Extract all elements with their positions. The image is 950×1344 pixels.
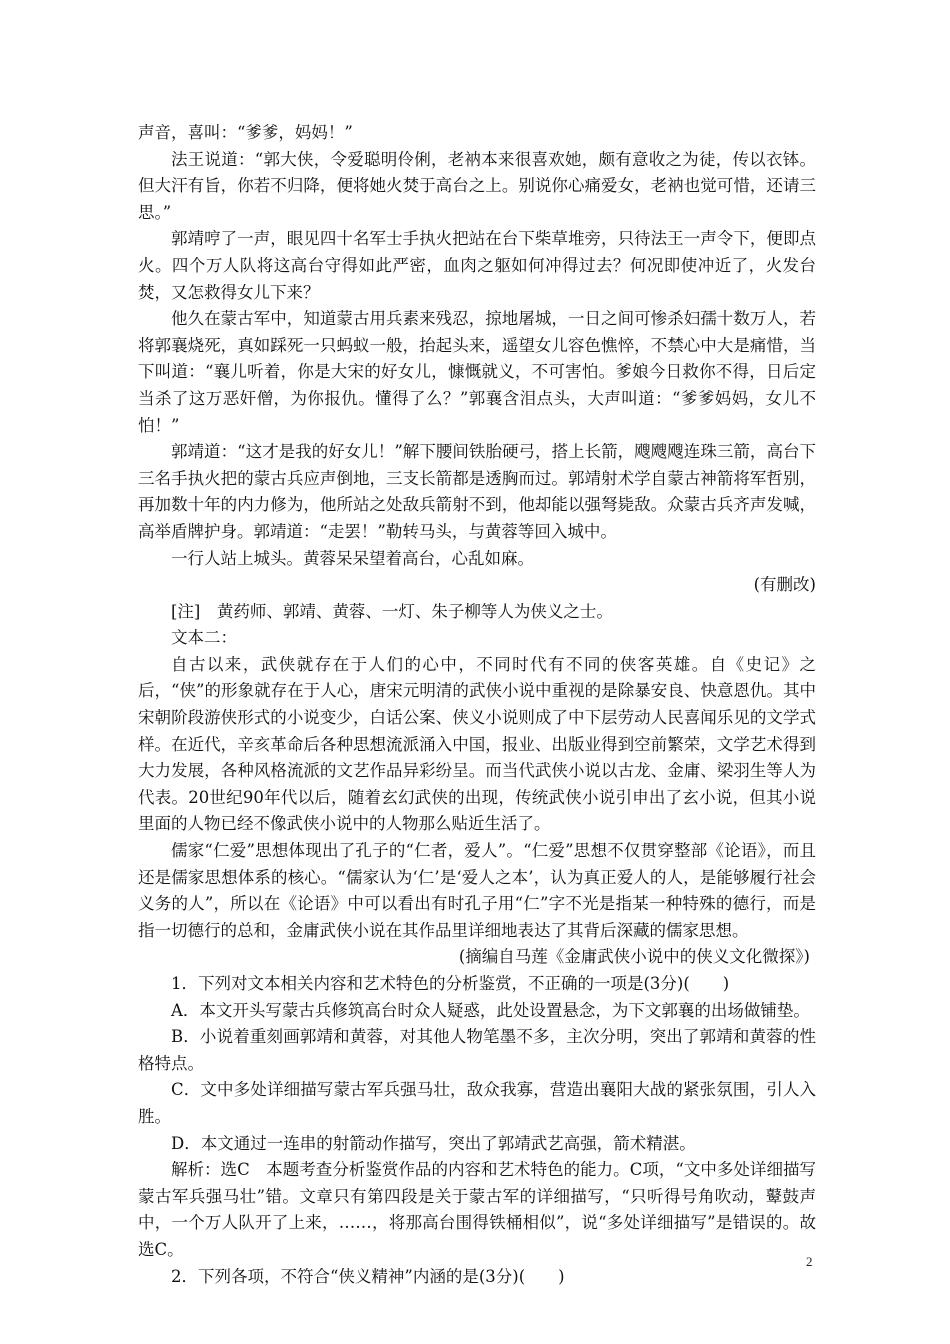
annotation-note: [注] 黄药师、郭靖、黄蓉、一灯、朱子柳等人为侠义之士。 bbox=[171, 601, 613, 621]
answer-analysis: 解析：选C 本题考查分析鉴赏作品的内容和艺术特色的能力。C项，“文中多处详细描写蒙古军兵强马壮”错。文章只有第四段是关于蒙古军的详细描写，“只听得号角吹动，鼙鼓声中，一个万人队开了上来，……，将那高台围得铁桶相似”，说“多处详细描写”是错误的。故选C。 bbox=[138, 1160, 816, 1259]
paragraph: 法王说道：“郭大侠，令爱聪明伶俐，老衲本来很喜欢她，颇有意收之为徒，传以衣钵。但大汗有旨，你若不归降，便将她火焚于高台之上。别说你心痛爱女，老衲也觉可惜，还请三思。” bbox=[138, 149, 816, 222]
document-page bbox=[138, 120, 816, 1290]
paragraph: 声音，喜叫：“爹爹，妈妈！” bbox=[138, 123, 353, 142]
paragraph: 他久在蒙古军中，知道蒙古用兵素来残忍，掠地屠城，一日之间可惨杀妇孺十数万人，若将郭襄烧死，真如踩死一只蚂蚁一般，抬起头来，遥望女儿容色憔悴，不禁心中大是痛惜，当下叫道：“襄儿听着，你是大宋的好女儿，慷慨就义，不可害怕。爹娘今日救你不得，日后定当杀了这万恶奸僧，为你报仇。懂得了么？”郭襄含泪点头，大声叫道：“爹爹妈妈，女儿不怕！” bbox=[138, 309, 816, 435]
text-two-label: 文本二： bbox=[171, 628, 237, 648]
paragraph: 一行人站上城头。黄蓉呆呆望着高台，心乱如麻。 bbox=[171, 548, 534, 568]
source-note: (有删改) bbox=[753, 575, 816, 595]
paragraph: 自古以来，武侠就存在于人们的心中，不同时代有不同的侠客英雄。自《史记》之后，“侠”的形象就存在于人心，唐宋元明清的武侠小说中重视的是除暴安良、快意恩仇。其中宋朝阶段游侠形式的小说变少，白话公案、侠义小说则成了中下层劳动人民喜闻乐见的文学式样。在近代，辛亥革命后各种思想流派涌入中国，报业、出版业得到空前繁荣，文学艺术得到大力发展，各种风格流派的文艺作品异彩纷呈。而当代武侠小说以古龙、金庸、梁羽生等人为代表。20世纪90年代以后，随着玄幻武侠的出现，传统武侠小说引申出了玄小说，但其小说里面的人物已经不像武侠小说中的人物那么贴近生活了。 bbox=[138, 654, 816, 834]
paragraph: 儒家“仁爱”思想体现出了孔子的“仁者，爱人”。“仁爱”思想不仅贯穿整部《论语》，而且还是儒家思想体系的核心。“儒家认为‘仁’是‘爱人之本’，认为真正爱人的人，是能够履行社会义务的人”，所以在《论语》中可以看出有时孔子用“仁”字不光是指某一种特殊的德行，而是指一切德行的总和，金庸武侠小说在其作品里详细地表达了其背后深藏的儒家思想。 bbox=[138, 841, 816, 940]
citation: (摘编自马莲《金庸武侠小说中的侠义文化微探》) bbox=[458, 947, 810, 967]
question-option-c: C．文中多处详细描写蒙古军兵强马壮，敌众我寡，营造出襄阳大战的紧张氛围，引人入胜。 bbox=[138, 1080, 816, 1126]
question-option-b: B．小说着重刻画郭靖和黄蓉，对其他人物笔墨不多，主次分明，突出了郭靖和黄蓉的性格特点。 bbox=[138, 1027, 816, 1073]
paragraph: 郭靖哼了一声，眼见四十名军士手执火把站在台下柴草堆旁，只待法王一声令下，便即点火。四个万人队将这高台守得如此严密，血肉之躯如何冲得过去？何况即使冲近了，火发台焚，又怎救得女儿下来？ bbox=[138, 229, 816, 302]
question-option-a: A．本文开头写蒙古兵修筑高台时众人疑惑，此处设置悬念，为下文郭襄的出场做铺垫。 bbox=[171, 1000, 810, 1020]
question-one-stem: 1．下列对文本相关内容和艺术特色的分析鉴赏，不正确的一项是(3分)( ) bbox=[171, 974, 730, 993]
page-number: 2 bbox=[806, 1254, 813, 1269]
question-option-d: D．本文通过一连串的射箭动作描写，突出了郭靖武艺高强，箭术精湛。 bbox=[171, 1133, 696, 1153]
question-two-stem: 2．下列各项，不符合“侠义精神”内涵的是(3分)( ) bbox=[171, 1266, 565, 1286]
paragraph: 郭靖道：“这才是我的好女儿！”解下腰间铁胎硬弓，搭上长箭，飕飕飕连珠三箭，高台下三名手执火把的蒙古兵应声倒地，三支长箭都是透胸而过。郭靖射术学自蒙古神箭将军哲别，再加数十年的内力修为，他所站之处敌兵箭射不到，他却能以强弩毙敌。众蒙古兵齐声发喊，高举盾牌护身。郭靖道：“走罢！”勒转马头，与黄蓉等回入城中。 bbox=[138, 442, 816, 541]
